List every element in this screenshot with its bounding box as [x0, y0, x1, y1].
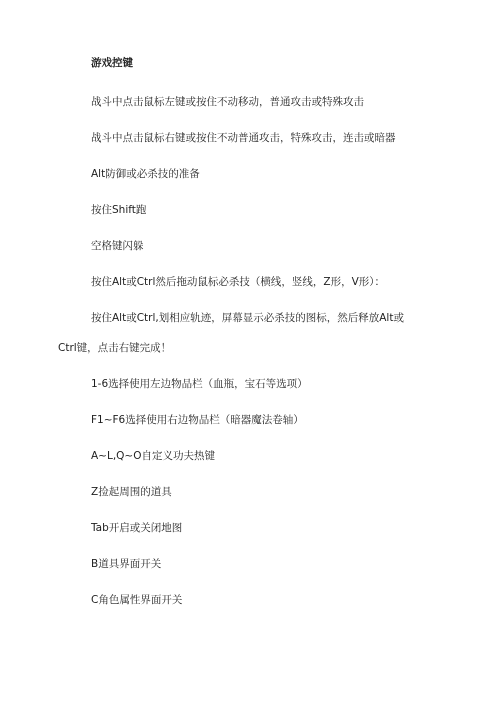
- text-line: 按住Alt或Ctrl,划相应轨迹，屏幕显示必杀技的图标，然后释放Alt或: [91, 312, 404, 324]
- text-line: 战斗中点击鼠标左键或按住不动移动，普通攻击或特殊攻击: [91, 96, 364, 108]
- text-line: 1-6选择使用左边物品栏（血瓶，宝石等选项）: [91, 378, 308, 390]
- text-line: Z捡起周围的道具: [91, 486, 172, 498]
- text-line-continuation: Ctrl键，点击右键完成！: [58, 342, 172, 354]
- text-line: Tab开启或关闭地图: [91, 522, 183, 534]
- text-line: 空格键闪躲: [91, 240, 144, 252]
- text-line: F1~F6选择使用右边物品栏（暗器魔法卷轴）: [91, 414, 304, 426]
- text-line: 按住Shift跑: [91, 204, 147, 216]
- text-line: Alt防御或必杀技的准备: [91, 168, 200, 180]
- text-line: 战斗中点击鼠标右键或按住不动普通攻击，特殊攻击，连击或暗器: [91, 132, 396, 144]
- text-line: C角色属性界面开关: [91, 594, 183, 606]
- document-title: 游戏控键: [91, 57, 133, 69]
- text-line: A~L,Q~O自定义功夫热键: [91, 450, 215, 462]
- text-line: 按住Alt或Ctrl然后拖动鼠标必杀技（横线，竖线，Z形，V形）：: [91, 276, 386, 288]
- text-line: B道具界面开关: [91, 558, 162, 570]
